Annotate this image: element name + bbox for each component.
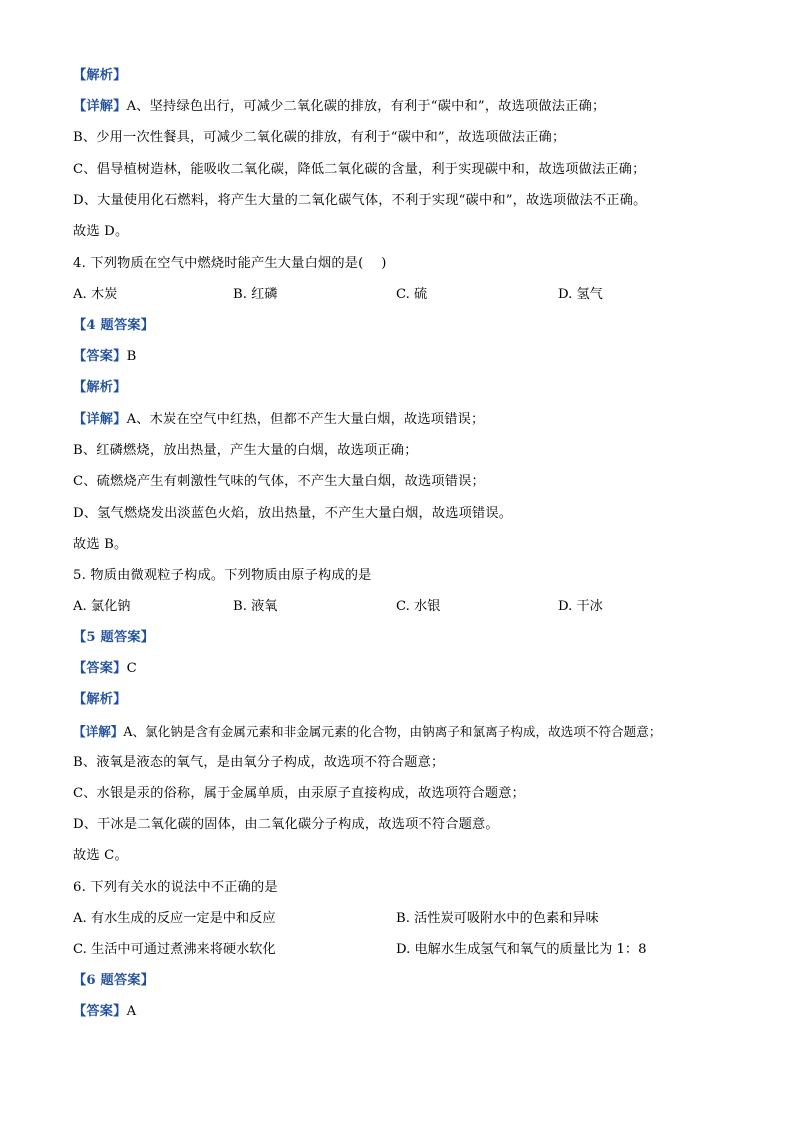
q5-detail-b: B、液氧是液态的氧气，是由氧分子构成，故选项不符合题意；	[73, 755, 445, 770]
q6-option-c: C. 生活中可通过煮沸来将硬水软化	[73, 942, 276, 957]
q6-answer-header: 【6 题答案】	[73, 973, 155, 988]
q5-detail-tag: 【详解】	[73, 724, 124, 739]
q4-option-b: B. 红磷	[233, 287, 278, 302]
q3-detail-a-text: A、坚持绿色出行，可减少二氧化碳的排放，有利于“碳中和”，故选项做法正确；	[126, 99, 606, 114]
q4-answer	[73, 347, 136, 367]
q6-stem: 6. 下列有关水的说法中不正确的是	[73, 880, 278, 895]
q4-detail-a	[73, 410, 484, 430]
q3-analysis-heading: 【解析】	[73, 68, 127, 83]
q5-answer-value: C	[126, 661, 137, 676]
q4-detail-a-text: A、木炭在空气中红热，但都不产生大量白烟，故选项错误；	[126, 412, 485, 427]
q3-detail-tag: 【详解】	[73, 99, 127, 114]
q4-analysis-heading: 【解析】	[73, 380, 127, 395]
q6-answer	[73, 1002, 136, 1022]
q4-detail-d: D、氢气燃烧发出淡蓝色火焰，放出热量，不产生大量白烟，故选项错误。	[73, 506, 513, 521]
q4-option-c: C. 硫	[396, 287, 428, 302]
q4-answer-tag: 【答案】	[73, 349, 127, 364]
q3-conclusion: 故选 D。	[73, 224, 129, 239]
q4-detail-tag: 【详解】	[73, 412, 127, 427]
q5-detail-a	[73, 722, 661, 742]
q4-answer-header: 【4 题答案】	[73, 318, 155, 333]
q6-option-b: B. 活性炭可吸附水中的色素和异味	[396, 911, 599, 926]
q5-detail-a-text: A、氯化钠是含有金属元素和非金属元素的化合物，由钠离子和氯离子构成，故选项不符合题意；	[123, 724, 662, 739]
q6-option-a: A. 有水生成的反应一定是中和反应	[73, 911, 276, 926]
q4-stem: 4. 下列物质在空气中燃烧时能产生大量白烟的是( )	[73, 256, 387, 271]
q6-option-d: D. 电解水生成氢气和氧气的质量比为 1：8	[396, 942, 647, 957]
q5-option-d: D. 干冰	[558, 599, 603, 614]
q5-option-c: C. 水银	[396, 599, 441, 614]
q5-conclusion: 故选 C。	[73, 848, 128, 863]
q5-option-a: A. 氯化钠	[73, 599, 131, 614]
q5-answer	[73, 659, 137, 679]
q5-answer-tag: 【答案】	[73, 661, 127, 676]
q5-detail-c: C、水银是汞的俗称，属于金属单质，由汞原子直接构成，故选项符合题意；	[73, 786, 526, 801]
q4-option-a: A. 木炭	[73, 287, 118, 302]
q5-analysis-heading: 【解析】	[73, 692, 127, 707]
q4-answer-value: B	[126, 349, 137, 364]
q6-answer-tag: 【答案】	[73, 1004, 127, 1019]
q3-detail-c: C、倡导植树造林，能吸收二氧化碳，降低二氧化碳的含量，利于实现碳中和，故选项做法正确；	[73, 162, 646, 177]
q3-detail-a	[73, 97, 605, 117]
q5-detail-d: D、干冰是二氧化碳的固体，由二氧化碳分子构成，故选项不符合题意。	[73, 817, 499, 832]
q3-detail-b: B、少用一次性餐具，可减少二氧化碳的排放，有利于“碳中和”，故选项做法正确；	[73, 130, 566, 145]
q5-stem: 5. 物质由微观粒子构成。下列物质由原子构成的是	[73, 568, 372, 583]
q4-option-d: D. 氢气	[558, 287, 603, 302]
q5-option-b: B. 液氧	[233, 599, 278, 614]
q5-answer-header: 【5 题答案】	[73, 630, 155, 645]
q4-conclusion: 故选 B。	[73, 537, 128, 552]
q4-detail-c: C、硫燃烧产生有刺激性气味的气体，不产生大量白烟，故选项错误；	[73, 474, 485, 489]
q4-detail-b: B、红磷燃烧，放出热量，产生大量的白烟，故选项正确；	[73, 443, 418, 458]
q3-detail-d: D、大量使用化石燃料，将产生大量的二氧化碳气体，不利于实现“碳中和”，故选项做法不正确。	[73, 193, 647, 208]
q6-answer-value: A	[126, 1004, 137, 1019]
